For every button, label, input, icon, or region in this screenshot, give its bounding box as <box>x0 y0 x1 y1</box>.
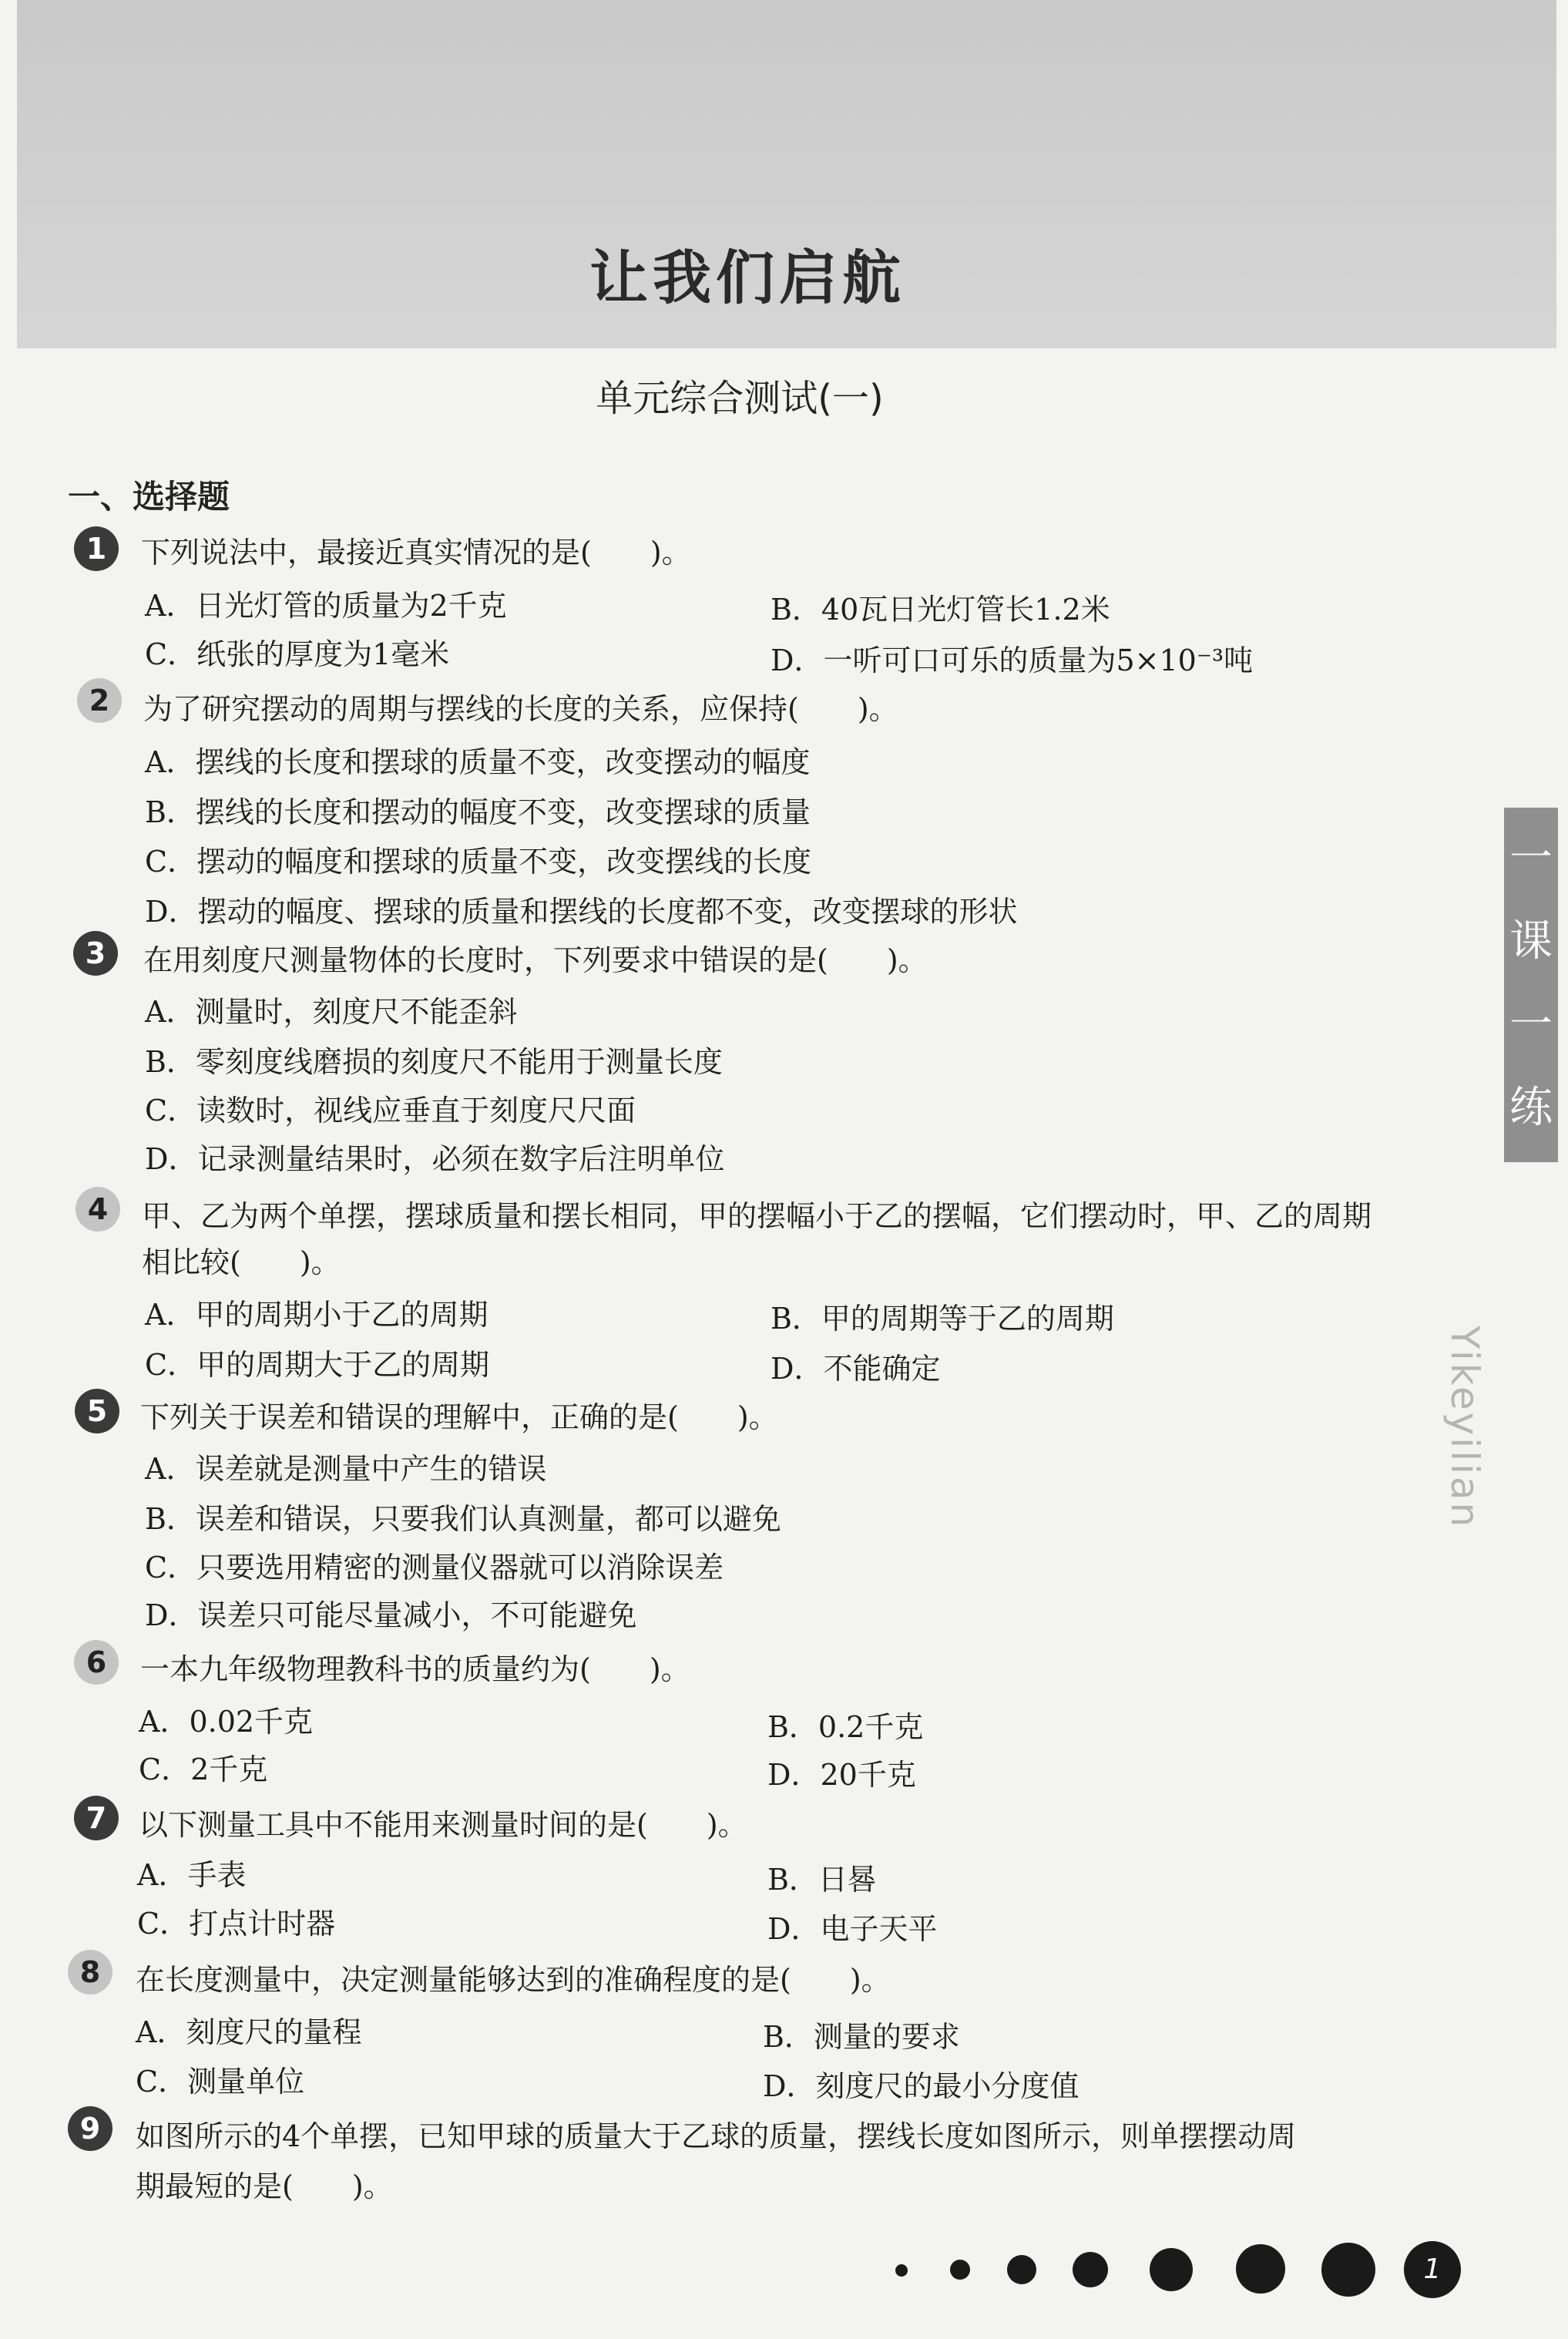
question-number-badge: 4 <box>76 1187 120 1232</box>
option-d: D．一听可口可乐的质量为5×10⁻³吨 <box>771 644 1254 677</box>
footer-dot <box>1007 2255 1036 2284</box>
question-number-badge: 5 <box>75 1389 119 1433</box>
option-c: C．读数时，视线应垂直于刻度尺尺面 <box>145 1094 636 1127</box>
option-c: C．测量单位 <box>136 2065 305 2099</box>
question-number-badge: 3 <box>73 931 118 976</box>
footer-dot <box>1150 2248 1193 2291</box>
question-number-badge: 7 <box>74 1796 119 1840</box>
option-b: B．甲的周期等于乙的周期 <box>771 1302 1114 1336</box>
question-number-badge: 9 <box>68 2106 112 2151</box>
option-b: B．日晷 <box>767 1863 877 1897</box>
option-d: D．不能确定 <box>771 1352 941 1386</box>
option-b: B．摆线的长度和摆动的幅度不变，改变摆球的质量 <box>145 795 811 829</box>
option-a: A．刻度尺的量程 <box>136 2015 362 2049</box>
section-heading: 一、选择题 <box>68 478 230 516</box>
question-stem: 甲、乙为两个单摆，摆球质量和摆长相同，甲的摆幅小于乙的摆幅，它们摆动时，甲、乙的周期 <box>142 1199 1372 1233</box>
page-title: 让我们启航 <box>589 244 905 312</box>
footer-dot <box>1236 2244 1285 2294</box>
question-stem: 下列说法中，最接近真实情况的是( )。 <box>141 536 691 570</box>
option-b: B．40瓦日光灯管长1.2米 <box>771 593 1110 627</box>
option-a: A．误差就是测量中产生的错误 <box>145 1452 547 1486</box>
option-b: B．0.2千克 <box>767 1710 924 1744</box>
option-c: C．摆动的幅度和摆球的质量不变，改变摆线的长度 <box>145 845 812 879</box>
option-a: A．摆线的长度和摆球的质量不变，改变摆动的幅度 <box>145 745 811 779</box>
footer-dot <box>895 2264 908 2277</box>
option-d: D．误差只可能尽量减小，不可能避免 <box>145 1598 637 1632</box>
question-stem: 在用刻度尺测量物体的长度时，下列要求中错误的是( )。 <box>143 943 928 977</box>
option-d: D．记录测量结果时，必须在数字后注明单位 <box>145 1142 725 1176</box>
page-number: 1 <box>1404 2241 1461 2298</box>
option-c: C．只要选用精密的测量仪器就可以消除误差 <box>145 1551 724 1585</box>
option-a: A．0.02千克 <box>139 1705 314 1739</box>
option-c: C．纸张的厚度为1毫米 <box>145 637 450 671</box>
option-a: A．测量时，刻度尺不能歪斜 <box>145 995 518 1029</box>
footer-dot <box>1321 2243 1375 2297</box>
question-stem: 以下测量工具中不能用来测量时间的是( )。 <box>139 1808 747 1842</box>
option-b: B．零刻度线磨损的刻度尺不能用于测量长度 <box>145 1045 723 1079</box>
option-d: D．20千克 <box>767 1758 916 1792</box>
question-number-badge: 8 <box>68 1950 112 1995</box>
question-number-badge: 1 <box>74 526 119 571</box>
side-tab-text: 一课一练 <box>1509 833 1553 1133</box>
question-stem: 在长度测量中，决定测量能够达到的准确程度的是( )。 <box>136 1963 891 1997</box>
option-d: D．刻度尺的最小分度值 <box>763 2069 1079 2103</box>
option-b: B．测量的要求 <box>763 2020 960 2054</box>
question-number-badge: 2 <box>77 678 122 723</box>
option-a: A．日光灯管的质量为2千克 <box>145 589 507 623</box>
side-watermark: Yikeyilian <box>1442 1326 1487 1530</box>
option-a: A．甲的周期小于乙的周期 <box>145 1298 489 1332</box>
question-stem-continued: 相比较( )。 <box>142 1245 341 1279</box>
question-stem: 如图所示的4个单摆，已知甲球的质量大于乙球的质量，摆线长度如图所示，则单摆摆动周 <box>136 2119 1297 2153</box>
option-c: C．打点计时器 <box>137 1907 336 1941</box>
question-stem: 下列关于误差和错误的理解中，正确的是( )。 <box>140 1400 778 1434</box>
footer-dot <box>950 2260 970 2280</box>
option-c: C．2千克 <box>139 1753 268 1786</box>
option-d: D．摆动的幅度、摆球的质量和摆线的长度都不变，改变摆球的形状 <box>145 895 1018 929</box>
footer-dot <box>1073 2252 1108 2287</box>
option-b: B．误差和错误，只要我们认真测量，都可以避免 <box>145 1502 781 1536</box>
option-c: C．甲的周期大于乙的周期 <box>145 1348 490 1382</box>
question-stem-continued: 期最短的是( )。 <box>136 2169 393 2203</box>
option-d: D．电子天平 <box>767 1912 938 1946</box>
question-number-badge: 6 <box>74 1640 119 1685</box>
option-a: A．手表 <box>137 1858 247 1892</box>
page-subtitle: 单元综合测试(一) <box>596 377 884 420</box>
question-stem: 一本九年级物理教科书的质量约为( )。 <box>140 1652 690 1686</box>
question-stem: 为了研究摆动的周期与摆线的长度的关系，应保持( )。 <box>143 692 898 726</box>
